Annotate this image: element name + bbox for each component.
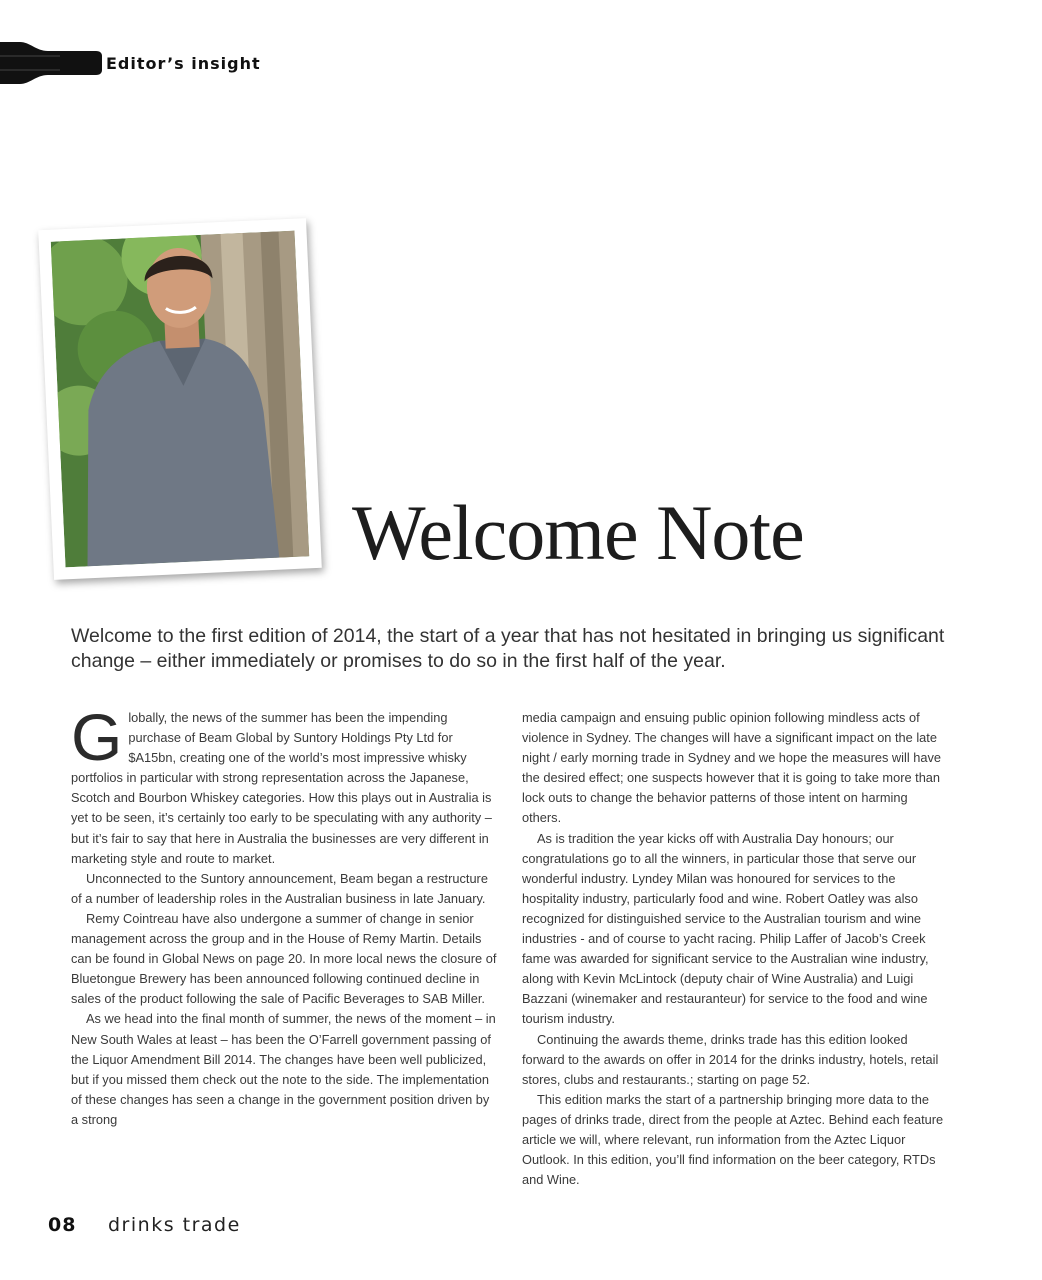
article-paragraph	[71, 700, 499, 869]
article-text: lobally, the news of the summer has been the impending purchase of Beam Global by Suntory Holdings Pty Ltd for $A15bn, creating one of the world’s most impressive whisky portfolios in particular with strong representation across the Japanese, Scotch and Bourbon Whiskey categories. How this plays out in Australia is yet to be seen, it’s certainly too early to be speculating with any authority – but it’s fair to say that here in Australia the businesses are very different in marketing style and route to market.	[71, 710, 492, 866]
portrait-image	[51, 231, 310, 568]
section-label: Editor’s insight	[106, 54, 261, 73]
article-paragraph: As is tradition the year kicks off with Australia Day honours; our congratulations go to all the winners, in particular those that serve our wonderful industry. Lyndey Milan was honoured for services to the hospitality industry, particularly food and wine. Robert Oatley was also recognized for distinguished service to the Australian tourism and wine industries - and of course to yacht racing. Philip Laffer of Jacob’s Creek fame was awarded for significant service to the Australian wine industry, along with Kevin McLintock (deputy chair of Wine Australia) and Luigi Bazzani (winemaker and restauranteur) for service to the food and wine tourism industry.	[522, 830, 929, 1027]
article-paragraph: As we head into the final month of summer, the news of the moment – in New South Wales at least – has been the O’Farrell government passing of the Liquor Amendment Bill 2014. The changes have been well publicized, but if you missed them check out the note to the side. The implementation of these changes has seen a change in the government position driven by a strong	[71, 1011, 496, 1127]
article-paragraph: Remy Cointreau have also undergone a summer of change in senior management across the group and in the House of Remy Martin. Details can be found in Global News on page 20. In more local news the closure of Bluetongue Brewery has been announced following continued decline in sales of the product following the sale of Pacific Beverages to SAB Miller.	[71, 910, 497, 1007]
article-paragraph: Unconnected to the Suntory announcement, Beam began a restructure of a number of leadership roles in the Australian business in late January.	[71, 870, 488, 906]
bottle-header-graphic	[0, 42, 104, 84]
page-number: 08	[48, 1214, 77, 1236]
editor-photo	[38, 218, 322, 580]
page-title: Welcome Note	[352, 489, 804, 576]
article-paragraph: Continuing the awards theme, drinks trade has this edition looked forward to the awards on offer in 2014 for the drinks industry, hotels, retail stores, clubs and restaurants.; starting on page 52.	[522, 1031, 939, 1087]
article-right-column	[522, 708, 950, 1190]
intro-paragraph: Welcome to the first edition of 2014, the start of a year that has not hesitated in bringing us significant change – either immediately or promises to do so in the first half of the year.	[71, 625, 945, 672]
article-paragraph: This edition marks the start of a partnership bringing more data to the pages of drinks trade, direct from the people at Aztec. Behind each feature article we will, where relevant, run information from the Aztec Liquor Outlook. In this edition, you’ll find information on the beer category, RTDs and Wine.	[522, 1091, 944, 1188]
article-left-column	[71, 700, 499, 1130]
article-paragraph: media campaign and ensuing public opinion following mindless acts of violence in Sydney. The changes will have a significant impact on the late night / early morning trade in Sydney and we hope the measures will have the desired effect; one suspects however that it is going to take more than lock outs to change the behavior patterns of those intent on harming others.	[522, 710, 941, 826]
publication-name: drinks trade	[108, 1214, 241, 1236]
drop-cap: G	[71, 700, 123, 774]
